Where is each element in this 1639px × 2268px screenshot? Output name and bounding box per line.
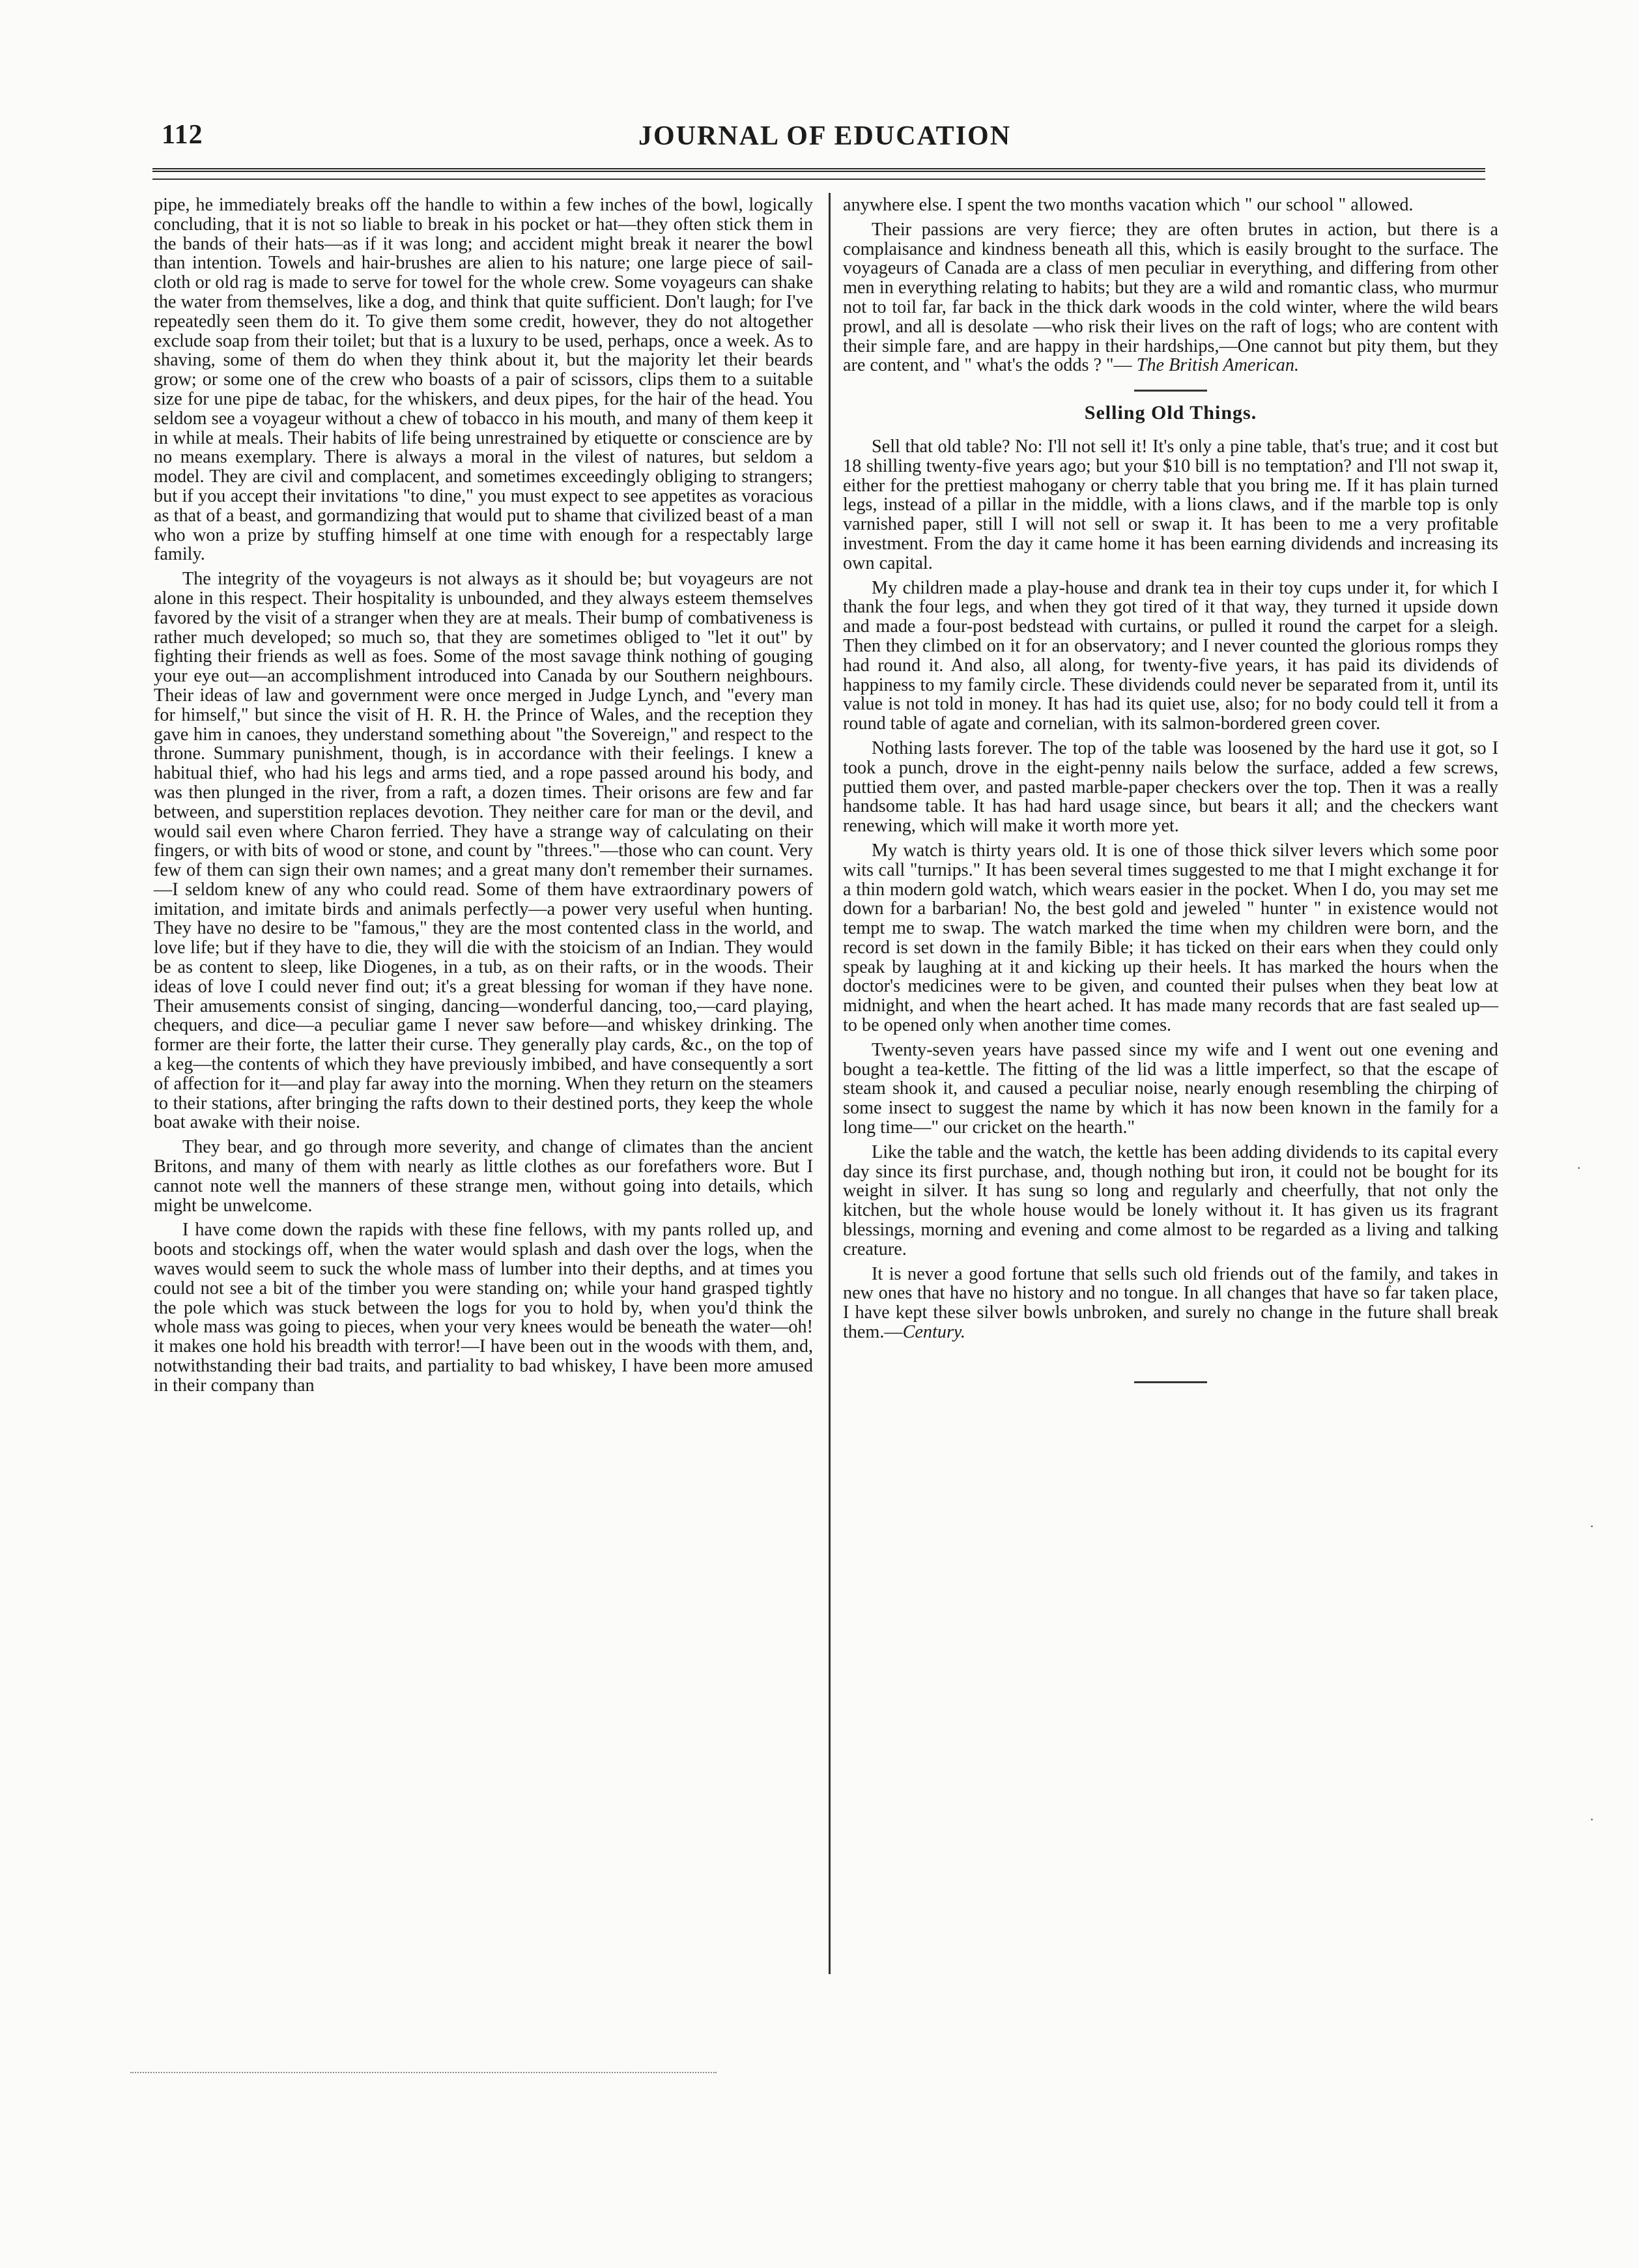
page-number: 112 [162,120,203,150]
attribution: The British American. [1136,355,1300,376]
paragraph: They bear, and go through more severity, and change of climates than the ancient Britons, and many of them with nearly as little clothes as our forefathers wore. But I cannot note well the manners of these strange men, without going into details, which might be unwelcome. [154,1137,813,1216]
margin-speck: · [1576,1160,1582,1176]
attribution: Century. [902,1322,965,1343]
paragraph: The integrity of the voyageurs is not always as it should be; but voyageurs are not alone in this respect. Their hospitality is unbounded, and they always esteem themselves favored by the visit of a stranger when they are at meals. Their bump of combativeness is rather much developed; so much so, that they are sometimes obliged to "let it out" by fighting their friends as well as foes. Some of the most savage think nothing of gouging your eye out—an accomplishment introduced into Canada by our Southern neighbours. Their ideas of law and government were once merged in Judge Lynch, and "every man for himself," but since the visit of H. R. H. the Prince of Wales, and the reception they gave him in canoes, they understand something about "the Sovereign," and respect to the throne. Summary punishment, though, is in accordance with their feelings. I knew a habitual thief, who had his legs and arms tied, and a rope passed around his body, and was then plunged in the river, from a raft, a dozen times. Their orisons are few and far between, and superstition replaces devotion. They neither care for man or the devil, and would sail even where Charon ferried. They have a strange way of calculating on their fingers, or with bits of wood or stone, and count by "threes."—those who can count. Very few of them can sign their own names; and a great many don't remember their surnames.—I seldom knew of any who could read. Some of them have extraordinary powers of imitation, and imitate birds and animals perfectly—a power very useful when hunting. They have no desire to be "famous," they are the most contented class in the world, and love life; but if they have to die, they will die with the stoicism of an Indian. They would be as content to sleep, like Diogenes, in a tub, as on their rafts, or in the woods. Their ideas of love I could never find out; it's a great blessing for woman if they have none. Their amusements consist of singing, dancing—wonderful dancing, too,—card playing, chequers, and dice—a peculiar game I never saw before—and whiskey drinking. The former are their forte, the latter their curse. They generally play cards, &c., on the top of a keg—the contents of which they have previously imbibed, and have consequently a sort of affection for it—and play far away into the morning. When they return on the steamers to their stations, after bringing the rafts down to their destined ports, they keep the whole boat awake with their noise. [154,569,813,1133]
margin-speck: · [1589,1518,1595,1534]
left-column [154,195,813,1396]
paragraph-text: It is never a good fortune that sells such old friends out of the family, and takes in new ones that have no history and no tongue. In all changes that have so far taken place, I have kept these silver bowls unbroken, and surely no change in the future shall break them.— [843,1263,1498,1343]
paragraph: anywhere else. I spent the two months vacation which " our school " allowed. [843,195,1414,215]
running-head: JOURNAL OF EDUCATION [638,121,1012,151]
header-double-rule [152,168,1485,175]
paragraph: Sell that old table? No: I'll not sell it! It's only a pine table, that's true; and it cost but 18 shilling twenty-five years ago; but your $10 bill is no temptation? and I'll not swap it, either for the prettiest mahogany or cherry table that you bring me. If it has plain turned legs, instead of a pillar in the middle, with a lions claws, and if the marble top is only varnished paper, still I will not sell or swap it. It has been to me a very profitable investment. From the day it came home it has been earning dividends and increasing its own capital. [843,436,1498,573]
bottom-print-marks [130,2072,717,2073]
paragraph: pipe, he immediately breaks off the handle to within a few inches of the bowl, logically concluding, that it is not so liable to break in his pocket or hat—they often stick them in the bands of their hats—as if it was long; and accident might break it nearer the bowl than intention. Towels and hair-brushes are alien to his nature; one large piece of sail-cloth or old rag is made to serve for towel for the whole crew. Some voyageurs can shake the water from themselves, like a dog, and think that quite sufficient. Don't laugh; for I've repeatedly seen them do it. To give them some credit, however, they do not altogether exclude soap from their toilet; but that is a luxury to be used, perhaps, once a week. As to shaving, some of them do when they think about it, but the majority let their beards grow; or some one of the crew who boasts of a pair of scissors, clips them to a suitable size for une pipe de tabac, for the whiskers, and deux pipes, for the hair of the head. You seldom see a voyageur without a chew of tobacco in his mouth, and many of them keep it in while at meals. Their habits of life being unrestrained by etiquette or conscience are by no means exemplary. There is always a moral in the vilest of natures, but seldom a model. They are civil and complacent, and sometimes exceedingly obliging to strangers; but if you accept their invitations "to dine," you must expect to see appetites as voracious as that of a beast, and gormandizing that would put to shame that civilized beast of a man who won a prize by stuffing himself at one time with enough for a respectably large family. [154,195,813,565]
paragraph: I have come down the rapids with these fine fellows, with my pants rolled up, and boots and stockings off, when the water would splash and dash over the logs, when the waves would seem to suck the whole mass of lumber into their depths, and at times you could not see a bit of the timber you were standing on; while your hand grasped tightly the pole which was stuck between the logs for you to hold by, when you'd think the whole mass was going to pieces, when your very knees would be beneath the water—oh! it makes one hold his breadth with terror!—I have been out in the woods with them, and, notwithstanding their bad traits, and partiality to bad whiskey, I have been more amused in their company than [154,1220,813,1396]
paragraph [843,1265,1498,1342]
paragraph [843,220,1498,375]
paragraph: Twenty-seven years have passed since my wife and I went out one evening and bought a tea-kettle. The fitting of the lid was a little imperfect, so that the escape of steam shook it, and caused a peculiar noise, nearly enough resembling the chirping of some insect to suggest the name by which it has now been known in the family for a long time—" our cricket on the hearth." [843,1039,1498,1138]
header-rule [152,179,1485,180]
paragraph: My children made a play-house and drank tea in their toy cups under it, for which I thank the four legs, and when they got tired of it that way, they turned it upside down and made a four-post bedstead with curtains, or pulled it round the carpet for a sleigh. Then they climbed on it for an observatory; and I never counted the glorious romps they had round it. And also, all along, for twenty-five years, it has paid its dividends of happiness to my family circle. These dividends could never be separated from it, until its value is not told in money. It has had its quiet use, also; for no body could tell it from a round table of agate and cornelian, with its salmon-bordered green cover. [843,577,1498,734]
paragraph-text: Their passions are very fierce; they are often brutes in action, but there is a complaisance and kindness beneath all this, which is easily brought to the surface. The voyageurs of Canada are a class of men peculiar in everything, and differing from other men in everything relating to habits; but they are a wild and romantic class, who murmur not to toil far, far back in the thick dark woods in the cold winter, where the wild bears prowl, and all is desolate —who risk their lives on the raft of logs; who are content with their simple fare, and are happy in their hardships,—One cannot but pity them, but they are content, and " what's the odds ? "— [843,219,1498,376]
right-column [843,195,1498,1395]
paragraph: Like the table and the watch, the kettle has been adding dividends to its capital every day since its first purchase, and, though nothing but iron, it could not be bought for its weight in silver. It has sung so long and regularly and cheerfully, that not only the kitchen, but the whole house would be lonely without it. It has given us its fragrant blessings, morning and evening and come almost to be regarded as a living and talking creature. [843,1141,1498,1259]
section-separator [1134,390,1207,392]
column-divider [829,193,831,1974]
section-title: Selling Old Things. [1084,402,1257,424]
end-separator [1134,1381,1207,1383]
paragraph: My watch is thirty years old. It is one of those thick silver levers which some poor wits call "turnips." It has been several times suggested to me that I might exchange it for a thin modern gold watch, which wears easier in the pocket. When I do, you may set me down for a barbarian! No, the best gold and jeweled " hunter " in existence would not tempt me to swap. The watch marked the time when my children were born, and the record is set down in the family Bible; it has ticked on their ears when they could only speak by laughing at it and kicking up their heels. It has marked the hours when the doctor's medicines were to be given, and counted their pulses when they beat low at midnight, and when the heart ached. It has made many records that are fast sealed up—to be opened only when another time comes. [843,840,1498,1036]
margin-speck: · [1589,1811,1595,1828]
paragraph: Nothing lasts forever. The top of the table was loosened by the hard use it got, so I took a punch, drove in the eight-penny nails below the surface, added a few screws, puttied them over, and pasted marble-paper checkers over the top. Then it was a really handsome table. It has had hard usage since, but bears it all; and the checkers want renewing, which will make it worth more yet. [843,738,1498,837]
